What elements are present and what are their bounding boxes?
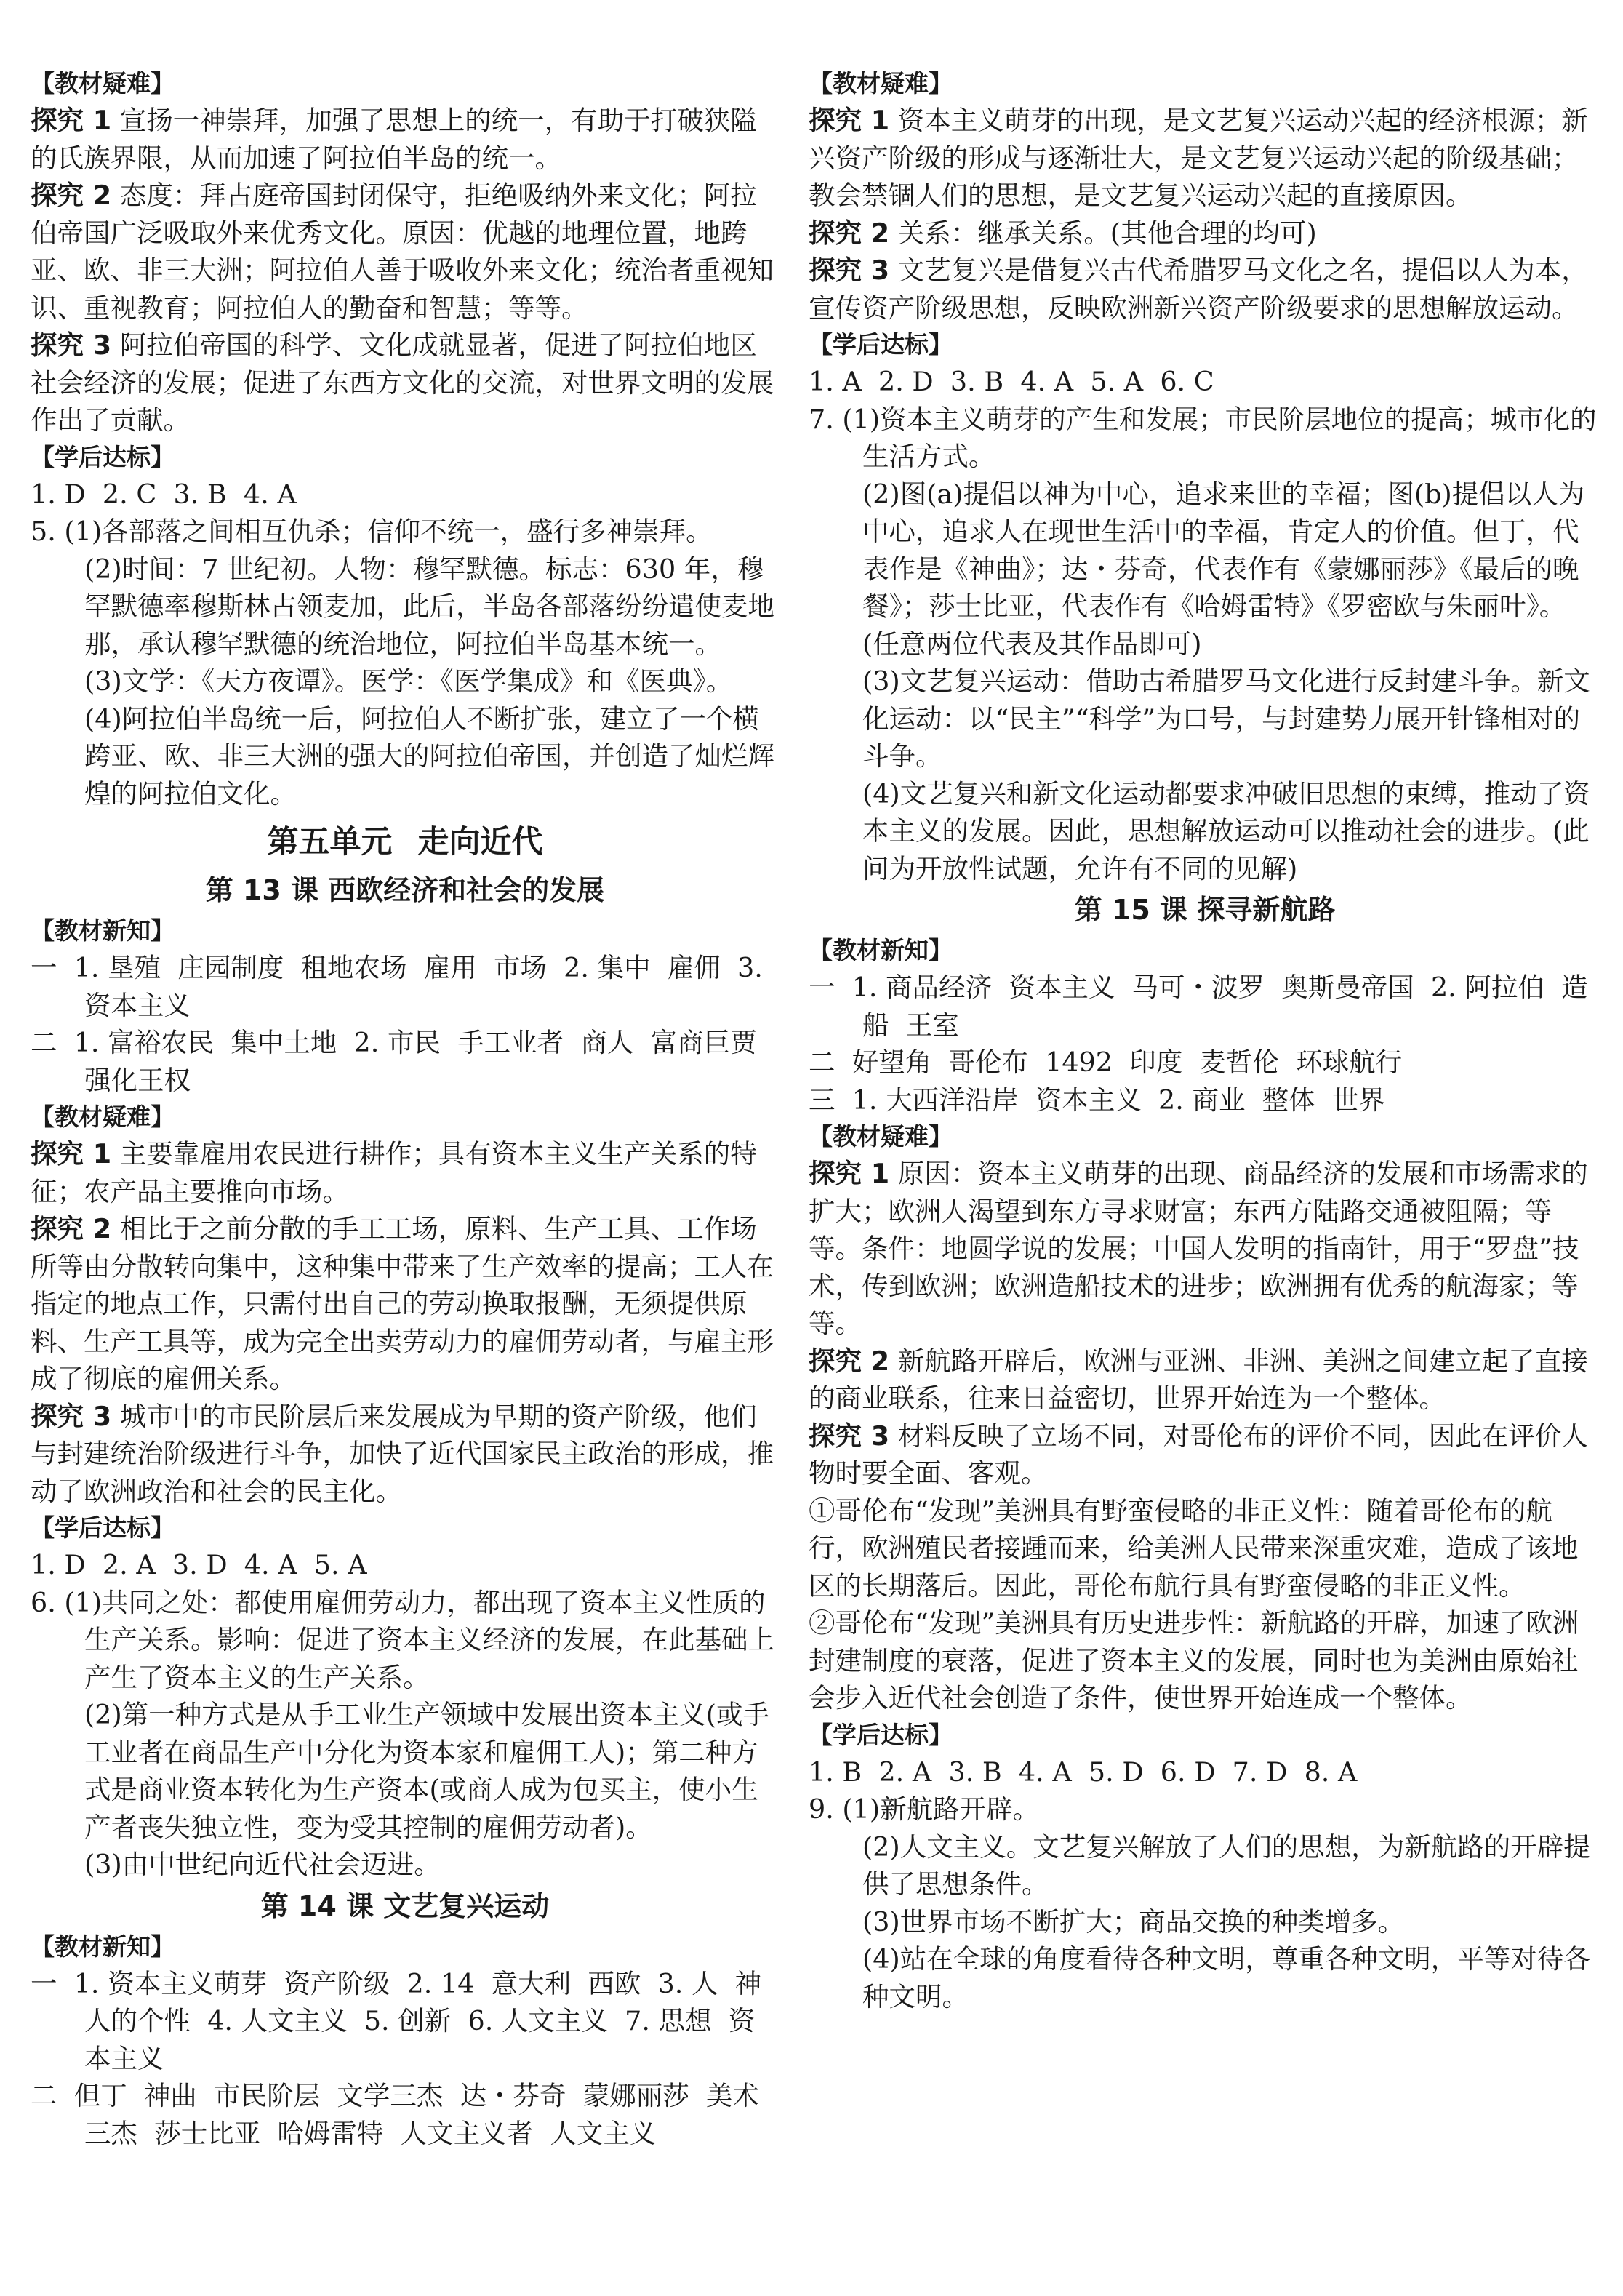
explore-label: 探究 1 xyxy=(31,1138,112,1169)
answer-line: 三 1. 大西洋沿岸 资本主义 2. 商业 整体 世界 xyxy=(809,1084,1385,1116)
explore-label: 探究 1 xyxy=(809,105,890,136)
section-heading: 【学后达标】 xyxy=(31,442,175,471)
answer-line: (3)文艺复兴运动：借助古希腊罗马文化进行反封建斗争。新文化运动：以“民主”“科学”为口号，与封建势力展开针锋相对的斗争。 xyxy=(862,665,1590,772)
explore-answer: 探究 2 相比于之前分散的手工工场，原料、生产工具、工作场所等由分散转向集中，这种集中带来了生产效率的提高；工人在指定的地点工作，只需付出自己的劳动换取报酬，无须提供原料、生产工具等，成为完全出卖劳动力的雇佣劳动者，与雇主形成了彻底的雇佣关系。 xyxy=(31,1213,774,1394)
answer-line: 6. (1)共同之处：都使用雇佣劳动力，都出现了资本主义性质的生产关系。影响：促进了资本主义经济的发展，在此基础上产生了资本主义的生产关系。 xyxy=(31,1586,774,1693)
explore-label: 探究 1 xyxy=(809,1158,890,1189)
lesson-title: 第 13 课 西欧经济和社会的发展 xyxy=(205,874,605,906)
explore-answer: 探究 3 文艺复兴是借复兴古代希腊罗马文化之名，提倡以人为本，宣传资产阶级思想，反映欧洲新兴资产阶级要求的思想解放运动。 xyxy=(809,255,1588,324)
section-heading: 【学后达标】 xyxy=(809,330,953,359)
explore-answer: 探究 1 宣扬一神崇拜，加强了思想上的统一，有助于打破狭隘的氏族界限，从而加速了阿拉伯半岛的统一。 xyxy=(31,105,757,174)
section-heading: 【教材新知】 xyxy=(31,1932,175,1961)
answer-line: (3)世界市场不断扩大；商品交换的种类增多。 xyxy=(862,1905,1405,1937)
explore-answer: 探究 3 城市中的市民阶层后来发展成为早期的资产阶级，他们与封建统治阶级进行斗争，加快了近代国家民主政治的形成，推动了欧洲政治和社会的民主化。 xyxy=(31,1400,774,1507)
answer-line: (2)图(a)提倡以神为中心，追求来世的幸福；图(b)提倡以人为中心，追求人在现世生活中的幸福，肯定人的价值。但丁，代表作是《神曲》；达・芬奇，代表作有《蒙娜丽莎》《最后的晚餐》；莎士比亚，代表作有《哈姆雷特》《罗密欧与朱丽叶》。(任意两位代表及其作品即可) xyxy=(862,478,1585,660)
explore-answer: 探究 2 新航路开辟后，欧洲与亚洲、非洲、美洲之间建立起了直接的商业联系，往来日益密切，世界开始连为一个整体。 xyxy=(809,1345,1588,1414)
right-column xyxy=(809,65,1601,2015)
explore-answer: 探究 1 资本主义萌芽的出现，是文艺复兴运动兴起的经济根源；新兴资产阶级的形成与逐渐壮大，是文艺复兴运动兴起的阶级基础；教会禁锢人们的思想，是文艺复兴运动兴起的直接原因。 xyxy=(809,105,1588,211)
answer-line: 一 1. 垦殖 庄园制度 租地农场 雇用 市场 2. 集中 雇佣 3. 资本主义 xyxy=(31,952,772,1021)
answer-line: (2)人文主义。文艺复兴解放了人们的思想，为新航路的开辟提供了思想条件。 xyxy=(862,1831,1590,1900)
explore-answer: 探究 2 态度：拜占庭帝国封闭保守，拒绝吸纳外来文化；阿拉伯帝国广泛吸取外来优秀文化。原因：优越的地理位置，地跨亚、欧、非三大洲；阿拉伯人善于吸收外来文化；统治者重视知识、重视教育；阿拉伯人的勤奋和智慧；等等。 xyxy=(31,180,774,324)
answer-line: 二 好望角 哥伦布 1492 印度 麦哲伦 环球航行 xyxy=(809,1047,1403,1078)
section-heading: 【学后达标】 xyxy=(809,1720,953,1749)
answer-line: 7. (1)资本主义萌芽的产生和发展；市民阶层地位的提高；城市化的生活方式。 xyxy=(809,403,1597,472)
answer-line: (4)阿拉伯半岛统一后，阿拉伯人不断扩张，建立了一个横跨亚、欧、非三大洲的强大的阿拉伯帝国，并创造了灿烂辉煌的阿拉伯文化。 xyxy=(84,703,774,809)
section-heading: 【教材疑难】 xyxy=(809,69,953,97)
lesson-title: 第 15 课 探寻新航路 xyxy=(1074,894,1336,926)
explore-answer: 探究 1 主要靠雇用农民进行耕作；具有资本主义生产关系的特征；农产品主要推向市场。 xyxy=(31,1138,757,1207)
answer-line: 5. (1)各部落之间相互仇杀；信仰不统一，盛行多神崇拜。 xyxy=(31,516,713,547)
answer-line: (2)第一种方式是从手工业生产领域中发展出资本主义(或手工业者在商品生产中分化为资本家和雇佣工人)；第二种方式是商业资本转化为生产资本(或商人成为包买主，使小生产者丧失独立性，变为受其控制的雇佣劳动者)。 xyxy=(84,1699,769,1843)
explore-label: 探究 2 xyxy=(31,1213,112,1244)
section-heading: 【学后达标】 xyxy=(31,1513,175,1542)
answer-line: 一 1. 资本主义萌芽 资产阶级 2. 14 意大利 西欧 3. 人 神 人的个性 4. 人文主义 5. 创新 6. 人文主义 7. 思想 资本主义 xyxy=(31,1967,779,2074)
explore-answer: 探究 1 原因：资本主义萌芽的出现、商品经济的发展和市场需求的扩大；欧洲人渴望到东方寻求财富；东西方陆路交通被阻隔；等等。条件：地圆学说的发展；中国人发明的指南针，用于“罗盘”技术，传到欧洲；欧洲造船技术的进步；欧洲拥有优秀的航海家；等等。 xyxy=(809,1158,1588,1339)
answer-line: 一 1. 商品经济 资本主义 马可・波罗 奥斯曼帝国 2. 阿拉伯 造船 王室 xyxy=(809,972,1588,1041)
section-heading: 【教材新知】 xyxy=(31,916,175,945)
section-heading: 【教材新知】 xyxy=(809,936,953,964)
section-heading: 【教材疑难】 xyxy=(809,1122,953,1151)
explore-label: 探究 3 xyxy=(31,1400,112,1432)
explore-answer: 探究 3 材料反映了立场不同，对哥伦布的评价不同，因此在评价人物时要全面、客观。 xyxy=(809,1420,1588,1489)
explore-label: 探究 1 xyxy=(31,105,112,136)
answer-line: 1. A 2. D 3. B 4. A 5. A 6. C xyxy=(809,366,1214,397)
answer-line: 9. (1)新航路开辟。 xyxy=(809,1793,1040,1825)
explore-label: 探究 2 xyxy=(31,180,112,211)
answer-line: 1. B 2. A 3. B 4. A 5. D 6. D 7. D 8. A xyxy=(809,1756,1358,1788)
answer-line: (4)站在全球的角度看待各种文明，尊重各种文明，平等对待各种文明。 xyxy=(862,1943,1590,2012)
answer-line: 二 1. 富裕农民 集中土地 2. 市民 手工业者 商人 富商巨贾 强化王权 xyxy=(31,1027,774,1096)
left-column xyxy=(31,65,780,2152)
explore-answer: 探究 2 关系：继承关系。(其他合理的均可) xyxy=(809,217,1317,249)
explore-label: 探究 2 xyxy=(809,1345,890,1377)
explore-answer: 探究 3 阿拉伯帝国的科学、文化成就显著，促进了阿拉伯地区社会经济的发展；促进了东西方文化的交流，对世界文明的发展作出了贡献。 xyxy=(31,329,774,436)
section-heading: 【教材疑难】 xyxy=(31,1103,175,1131)
explore-label: 探究 3 xyxy=(31,329,112,361)
answer-line: (3)文学：《天方夜谭》。医学：《医学集成》和《医典》。 xyxy=(84,665,733,697)
answer-line: ①哥伦布“发现”美洲具有野蛮侵略的非正义性：随着哥伦布的航行，欧洲殖民者接踵而来，给美洲人民带来深重灾难，造成了该地区的长期落后。因此，哥伦布航行具有野蛮侵略的非正义性。 xyxy=(809,1495,1579,1601)
answer-line: (4)文艺复兴和新文化运动都要求冲破旧思想的束缚，推动了资本主义的发展。因此，思想解放运动可以推动社会的进步。(此问为开放性试题，允许有不同的见解) xyxy=(862,777,1590,884)
lesson-title: 第 14 课 文艺复兴运动 xyxy=(260,1889,550,1922)
answer-line: 1. D 2. C 3. B 4. A xyxy=(31,478,297,510)
unit-title: 第五单元 走向近代 xyxy=(267,824,543,860)
answer-line: (3)由中世纪向近代社会迈进。 xyxy=(84,1849,441,1880)
answer-line: ②哥伦布“发现”美洲具有历史进步性：新航路的开辟，加速了欧洲封建制度的衰落，促进了资本主义的发展，同时也为美洲由原始社会步入近代社会创造了条件，使世界开始连成一个整体。 xyxy=(809,1607,1579,1713)
explore-label: 探究 3 xyxy=(809,1420,890,1452)
answer-line: (2)时间：7 世纪初。人物：穆罕默德。标志：630 年，穆罕默德率穆斯林占领麦加，此后，半岛各部落纷纷遣使麦地那，承认穆罕默德的统治地位，阿拉伯半岛基本统一。 xyxy=(84,553,774,660)
answer-line: 1. D 2. A 3. D 4. A 5. A xyxy=(31,1549,367,1580)
explore-label: 探究 3 xyxy=(809,255,890,286)
answer-line: 二 但丁 神曲 市民阶层 文学三杰 达・芬奇 蒙娜丽莎 美术三杰 莎士比亚 哈姆雷特 人文主义者 人文主义 xyxy=(31,2080,759,2149)
section-heading: 【教材疑难】 xyxy=(31,69,175,97)
explore-label: 探究 2 xyxy=(809,217,890,249)
